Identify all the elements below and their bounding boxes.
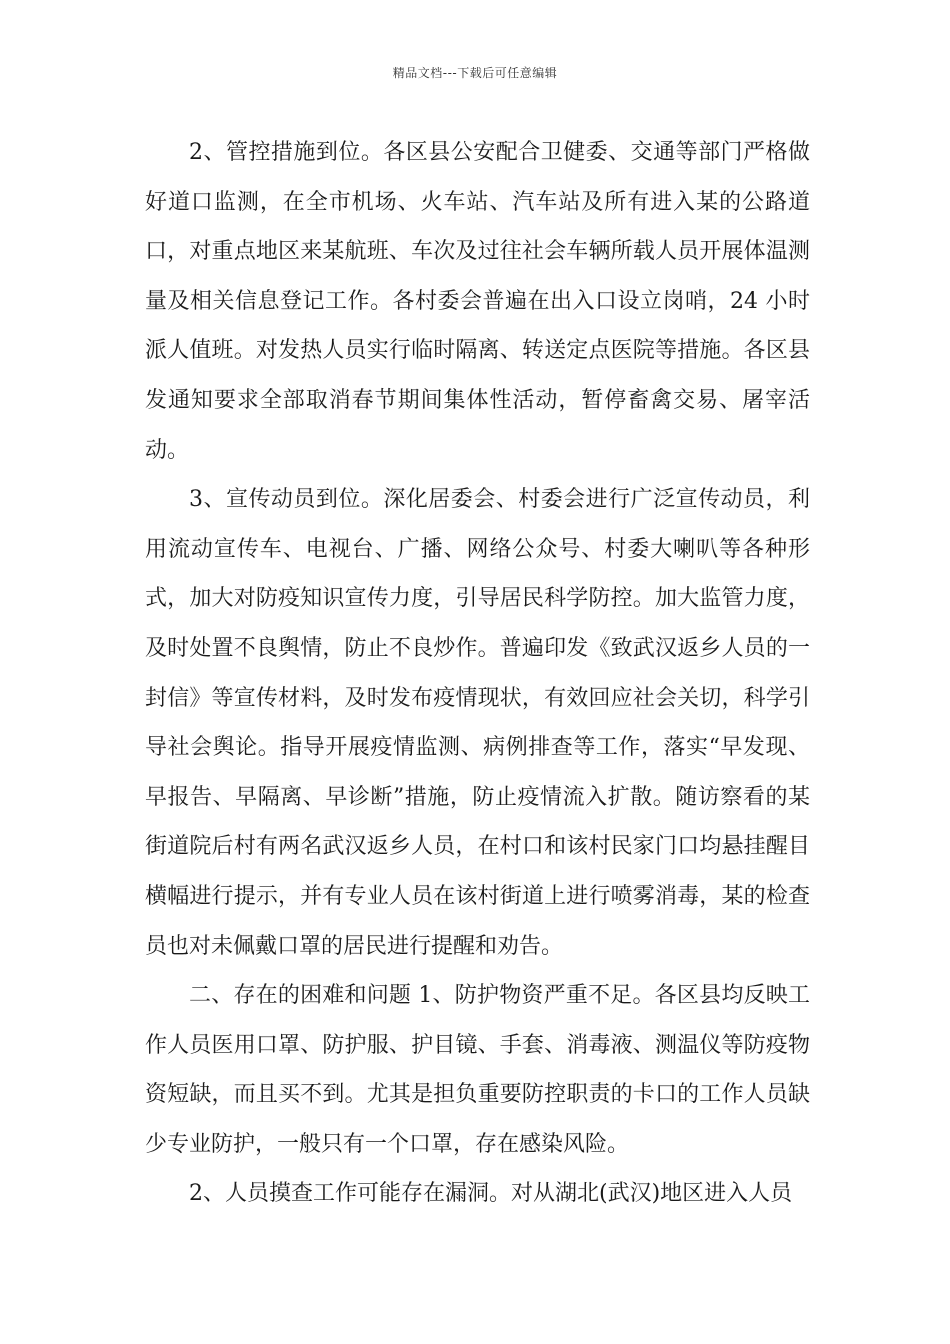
paragraph-publicity-mobilization: 3、宣传动员到位。深化居委会、村委会进行广泛宣传动员，利用流动宣传车、电视台、广播、网络公众号、村委大喇叭等各种形式，加大对防疫知识宣传力度，引导居民科学防控。加大监管力度，及时处置不良舆情，防止不良炒作。普遍印发《致武汉返乡人员的一封信》等宣传材料，及时发布疫情现状，有效回应社会关切，科学引导社会舆论。指导开展疫情监测、病例排查等工作，落实“早发现、早报告、早隔离、早诊断”措施，防止疫情流入扩散。随访察看的某街道院后村有两名武汉返乡人员，在村口和该村民家门口均悬挂醒目横幅进行提示，并有专业人员在该村街道上进行喷雾消毒，某的检查员也对未佩戴口罩的居民进行提醒和劝告。 <box>145 487 810 959</box>
paragraph-control-measures: 2、管控措施到位。各区县公安配合卫健委、交通等部门严格做好道口监测，在全市机场、火车站、汽车站及所有进入某的公路道口，对重点地区来某航班、车次及过往社会车辆所载人员开展体温测量及相关信息登记工作。各村委会普遍在出入口设立岗哨，24 小时派人值班。对发热人员实行临时隔离、转送定点医院等措施。各区县发通知要求全部取消春节期间集体性活动，暂停畜禽交易、屠宰活动。 <box>145 140 810 463</box>
paragraph-screening-loopholes: 2、人员摸查工作可能存在漏洞。对从湖北(武汉)地区进入人员 <box>189 1181 793 1207</box>
document-body <box>145 128 810 1219</box>
page-header: 精品文档---下载后可任意编辑 <box>392 66 558 80</box>
paragraph-difficulties-problems: 二、存在的困难和问题 1、防护物资严重不足。各区县均反映工作人员医用口罩、防护服、护目镜、手套、消毒液、测温仪等防疫物资短缺，而且买不到。尤其是担负重要防控职责的卡口的工作人员缺少专业防护，一般只有一个口罩，存在感染风险。 <box>145 983 810 1157</box>
